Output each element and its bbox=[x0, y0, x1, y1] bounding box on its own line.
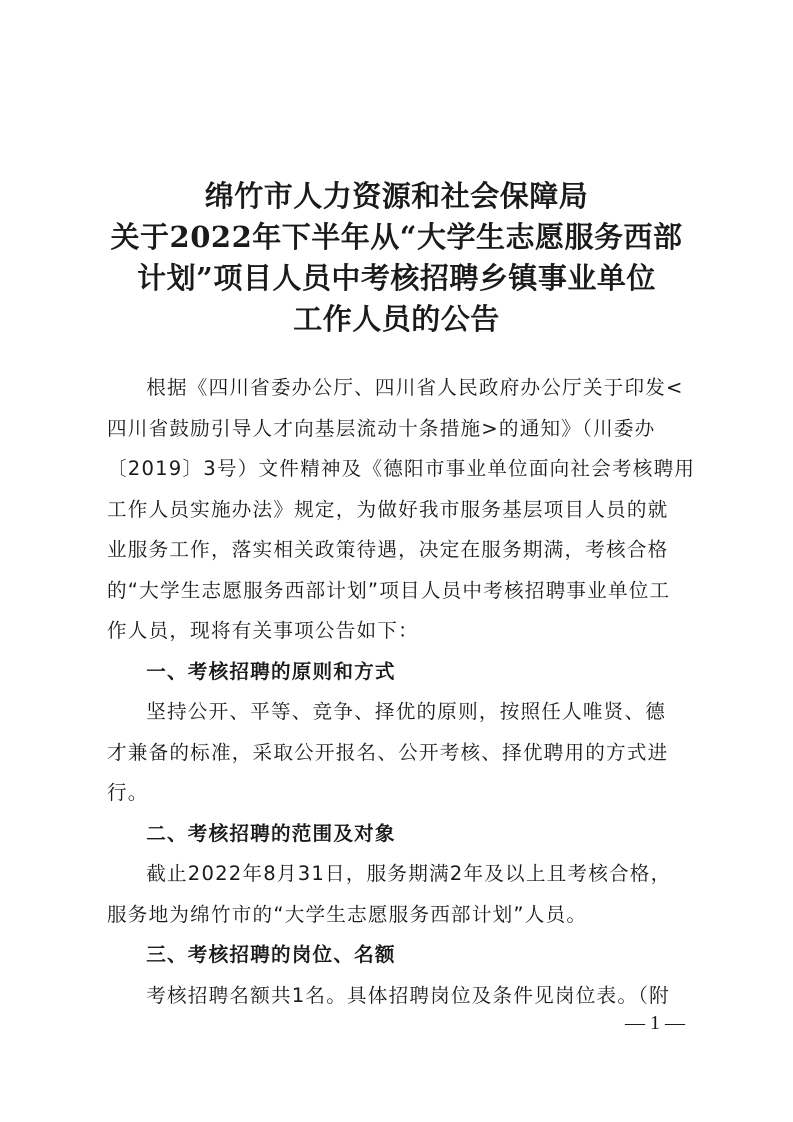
section-1-line-2: 才兼备的标准，采取公开报名、公开考核、择优聘用的方式进 bbox=[107, 740, 669, 764]
section-3-heading: 三、考核招聘的岗位、名额 bbox=[146, 943, 396, 966]
intro-line-4: 工作人员实施办法》规定，为做好我市服务基层项目人员的就 bbox=[107, 497, 669, 521]
section-1-heading: 一、考核招聘的原则和方式 bbox=[146, 659, 396, 683]
title-line-3: 计划”项目人员中考核招聘乡镇事业单位 bbox=[137, 261, 656, 295]
page-number: — 1 — bbox=[625, 1012, 685, 1034]
document-title bbox=[70, 176, 723, 340]
section-2-line-2: 服务地为绵竹市的“大学生志愿服务西部计划”人员。 bbox=[107, 902, 588, 926]
section-1-line-3: 行。 bbox=[107, 781, 149, 804]
title-line-1: 绵竹市人力资源和社会保障局 bbox=[204, 179, 589, 213]
intro-line-7: 作人员，现将有关事项公告如下： bbox=[107, 619, 419, 642]
intro-line-3: 〔2019〕3号）文件精神及《德阳市事业单位面向社会考核聘用 bbox=[107, 457, 696, 480]
section-2-paragraph bbox=[107, 854, 689, 935]
intro-line-1: 根据《四川省委办公厅、四川省人民政府办公厅关于印发< bbox=[146, 376, 684, 399]
section-2-line-1: 截止2022年8月31日，服务期满2年及以上且考核合格， bbox=[146, 862, 672, 885]
intro-line-2: 四川省鼓励引导人才向基层流动十条措施>的通知》（川委办 bbox=[107, 416, 656, 440]
section-1-paragraph bbox=[107, 692, 689, 814]
section-1-line-1: 坚持公开、平等、竞争、择优的原则，按照任人唯贤、德 bbox=[146, 700, 667, 723]
section-3-line-1: 考核招聘名额共1名。具体招聘岗位及条件见岗位表。（附 bbox=[146, 983, 670, 1007]
section-3-paragraph bbox=[107, 976, 689, 1017]
title-line-2: 关于2022年下半年从“大学生志愿服务西部 bbox=[110, 220, 683, 254]
intro-paragraph bbox=[107, 368, 696, 652]
intro-line-5: 业服务工作，落实相关政策待遇，决定在服务期满，考核合格 bbox=[107, 538, 669, 561]
document-body bbox=[107, 368, 696, 1016]
section-2-heading: 二、考核招聘的范围及对象 bbox=[146, 821, 396, 845]
title-line-4: 工作人员的公告 bbox=[293, 302, 500, 336]
intro-line-6: 的“大学生志愿服务西部计划”项目人员中考核招聘事业单位工 bbox=[107, 578, 671, 602]
